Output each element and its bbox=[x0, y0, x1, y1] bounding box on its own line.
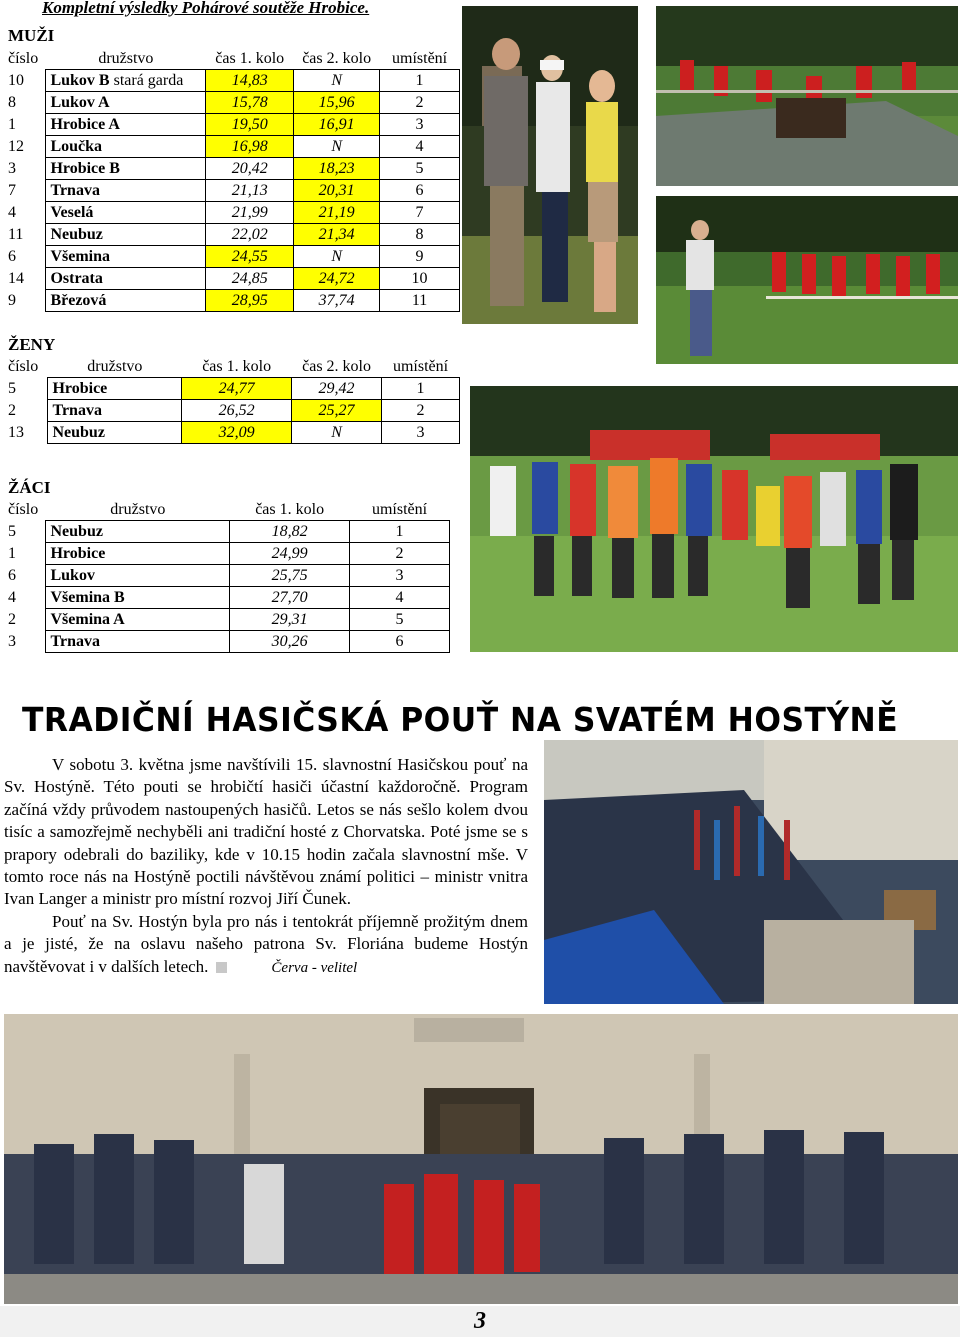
table-row bbox=[4, 70, 460, 92]
team-name bbox=[48, 400, 182, 422]
team-name-text: Hrobice bbox=[52, 379, 108, 397]
team-number: 10 bbox=[4, 70, 46, 92]
time-round-1: 24,77 bbox=[182, 378, 292, 400]
time-round-2: 25,27 bbox=[292, 400, 382, 422]
time-round-1: 25,75 bbox=[230, 565, 350, 587]
placement: 2 bbox=[380, 92, 460, 114]
table-row bbox=[4, 631, 450, 653]
team-name bbox=[46, 587, 230, 609]
team-number: 5 bbox=[4, 378, 48, 400]
team-name bbox=[46, 70, 206, 92]
column-header: čas 2. kolo bbox=[302, 357, 371, 375]
team-number: 4 bbox=[4, 587, 46, 609]
time-round-2: N bbox=[294, 246, 380, 268]
time-round-1: 24,85 bbox=[206, 268, 294, 290]
table-row bbox=[4, 114, 460, 136]
column-header: číslo bbox=[8, 357, 39, 375]
article-paragraph-2-text: Pouť na Sv. Hostýn byla pro nás i tentokrát příjemně prožitým dnem a je jisté, že na oslavu našeho patrona Sv. Floriána budeme Hostýn navštěvovat i v dalších letech. bbox=[4, 911, 528, 976]
column-header: umístění bbox=[392, 49, 448, 67]
team-name bbox=[46, 136, 206, 158]
table-row bbox=[4, 202, 460, 224]
time-round-1: 20,42 bbox=[206, 158, 294, 180]
time-round-1: 32,09 bbox=[182, 422, 292, 444]
placement: 6 bbox=[350, 631, 450, 653]
team-name bbox=[46, 290, 206, 312]
team-name bbox=[46, 521, 230, 543]
team-number: 4 bbox=[4, 202, 46, 224]
time-round-1: 28,95 bbox=[206, 290, 294, 312]
placement: 8 bbox=[380, 224, 460, 246]
team-number: 7 bbox=[4, 180, 46, 202]
team-name-text: Lukov B bbox=[50, 71, 110, 89]
team-name bbox=[46, 565, 230, 587]
table-row bbox=[4, 587, 450, 609]
team-name bbox=[46, 268, 206, 290]
time-round-2: N bbox=[292, 422, 382, 444]
time-round-1: 15,78 bbox=[206, 92, 294, 114]
team-name-text: Neubuz bbox=[52, 423, 105, 441]
team-name bbox=[46, 158, 206, 180]
table-row bbox=[4, 609, 450, 631]
time-round-1: 30,26 bbox=[230, 631, 350, 653]
time-round-1: 21,99 bbox=[206, 202, 294, 224]
placement: 6 bbox=[380, 180, 460, 202]
column-header: čas 1. kolo bbox=[202, 357, 272, 375]
team-number: 1 bbox=[4, 114, 46, 136]
placement: 1 bbox=[382, 378, 460, 400]
time-round-1: 22,02 bbox=[206, 224, 294, 246]
time-round-2: N bbox=[294, 136, 380, 158]
team-name bbox=[46, 246, 206, 268]
time-round-1: 24,99 bbox=[230, 543, 350, 565]
team-name-text: Trnava bbox=[50, 632, 100, 650]
time-round-2: 29,42 bbox=[292, 378, 382, 400]
photo-basilica-crowd bbox=[4, 1014, 958, 1304]
team-number: 6 bbox=[4, 246, 46, 268]
column-header: družstvo bbox=[98, 49, 154, 67]
team-name-text: Všemina bbox=[50, 247, 111, 265]
team-number: 9 bbox=[4, 290, 46, 312]
time-round-2: 21,19 bbox=[294, 202, 380, 224]
placement: 4 bbox=[350, 587, 450, 609]
team-number: 14 bbox=[4, 268, 46, 290]
time-round-1: 19,50 bbox=[206, 114, 294, 136]
table-row bbox=[4, 290, 460, 312]
team-name bbox=[48, 378, 182, 400]
team-name bbox=[46, 631, 230, 653]
column-header: číslo bbox=[8, 49, 39, 67]
photo-procession bbox=[544, 740, 958, 1004]
time-round-1: 14,83 bbox=[206, 70, 294, 92]
juniors-results-table bbox=[4, 499, 450, 653]
placement: 5 bbox=[350, 609, 450, 631]
team-name-text: Březová bbox=[50, 291, 107, 309]
placement: 3 bbox=[350, 565, 450, 587]
time-round-2: 18,23 bbox=[294, 158, 380, 180]
column-header: umístění bbox=[392, 357, 449, 375]
team-number: 12 bbox=[4, 136, 46, 158]
time-round-1: 27,70 bbox=[230, 587, 350, 609]
table-row bbox=[4, 543, 450, 565]
team-name-text: Všemina B bbox=[50, 588, 125, 606]
juniors-section-label: ŽÁCI bbox=[8, 478, 51, 497]
table-row bbox=[4, 224, 460, 246]
column-header: čas 1. kolo bbox=[255, 500, 325, 518]
placement: 11 bbox=[380, 290, 460, 312]
page-title: Kompletní výsledky Pohárové soutěže Hrobice. bbox=[42, 0, 370, 17]
team-number: 5 bbox=[4, 521, 46, 543]
placement: 4 bbox=[380, 136, 460, 158]
time-round-1: 24,55 bbox=[206, 246, 294, 268]
team-name bbox=[46, 202, 206, 224]
column-header: družstvo bbox=[110, 500, 166, 518]
article-headline: TRADIČNÍ HASIČSKÁ POUŤ NA SVATÉM HOSTÝNĚ bbox=[22, 700, 899, 739]
time-round-2: 15,96 bbox=[294, 92, 380, 114]
team-name bbox=[46, 224, 206, 246]
placement: 2 bbox=[350, 543, 450, 565]
team-number: 2 bbox=[4, 400, 48, 422]
photo-youth-teams bbox=[470, 386, 958, 652]
table-row bbox=[4, 92, 460, 114]
time-round-1: 29,31 bbox=[230, 609, 350, 631]
team-number: 3 bbox=[4, 631, 46, 653]
article-signature: Červa - velitel bbox=[271, 959, 358, 976]
table-row bbox=[4, 521, 450, 543]
table-row bbox=[4, 422, 460, 444]
team-number: 6 bbox=[4, 565, 46, 587]
team-number: 13 bbox=[4, 422, 48, 444]
team-name-text: Ostrata bbox=[50, 269, 103, 287]
placement: 5 bbox=[380, 158, 460, 180]
team-name-text: Trnava bbox=[52, 401, 102, 419]
team-name bbox=[46, 609, 230, 631]
photo-rope-pulling bbox=[656, 196, 958, 364]
table-row bbox=[4, 246, 460, 268]
men-results-table bbox=[4, 48, 460, 312]
team-number: 1 bbox=[4, 543, 46, 565]
column-header: čas 1. kolo bbox=[215, 49, 285, 67]
team-name-text: Lukov bbox=[50, 566, 95, 584]
team-name bbox=[46, 114, 206, 136]
team-number: 11 bbox=[4, 224, 46, 246]
placement: 1 bbox=[380, 70, 460, 92]
placement: 2 bbox=[382, 400, 460, 422]
team-name-text: Neubuz bbox=[50, 522, 103, 540]
time-round-2: 37,74 bbox=[294, 290, 380, 312]
end-mark-icon bbox=[216, 962, 227, 973]
table-row bbox=[4, 378, 460, 400]
team-number: 8 bbox=[4, 92, 46, 114]
table-row bbox=[4, 268, 460, 290]
team-name-text: Lukov A bbox=[50, 93, 110, 111]
placement: 1 bbox=[350, 521, 450, 543]
table-row bbox=[4, 158, 460, 180]
table-row bbox=[4, 400, 460, 422]
time-round-2: 21,34 bbox=[294, 224, 380, 246]
placement: 10 bbox=[380, 268, 460, 290]
photo-tug-of-war bbox=[656, 6, 958, 186]
photo-award-handshake bbox=[462, 6, 638, 324]
team-name-suffix: stará garda bbox=[109, 71, 184, 89]
time-round-1: 18,82 bbox=[230, 521, 350, 543]
placement: 3 bbox=[380, 114, 460, 136]
team-name-text: Neubuz bbox=[50, 225, 103, 243]
team-name-text: Hrobice A bbox=[50, 115, 120, 133]
column-header: čas 2. kolo bbox=[302, 49, 372, 67]
placement: 7 bbox=[380, 202, 460, 224]
time-round-1: 26,52 bbox=[182, 400, 292, 422]
column-header: číslo bbox=[8, 500, 39, 518]
team-name-text: Hrobice bbox=[50, 544, 106, 562]
team-name-text: Veselá bbox=[50, 203, 94, 221]
team-number: 2 bbox=[4, 609, 46, 631]
page-number: 3 bbox=[474, 1308, 486, 1334]
women-section-label: ŽENY bbox=[8, 335, 56, 354]
placement: 3 bbox=[382, 422, 460, 444]
team-name bbox=[48, 422, 182, 444]
time-round-2: 24,72 bbox=[294, 268, 380, 290]
table-row bbox=[4, 136, 460, 158]
team-name bbox=[46, 543, 230, 565]
column-header: družstvo bbox=[87, 357, 143, 375]
team-name-text: Loučka bbox=[50, 137, 103, 155]
column-header: umístění bbox=[371, 500, 428, 518]
table-row bbox=[4, 180, 460, 202]
time-round-2: N bbox=[294, 70, 380, 92]
table-header-row bbox=[4, 48, 460, 70]
women-results-table bbox=[4, 356, 460, 444]
men-section-label: MUŽI bbox=[8, 26, 55, 45]
team-name-text: Hrobice B bbox=[50, 159, 120, 177]
table-header-row bbox=[4, 499, 450, 521]
time-round-1: 21,13 bbox=[206, 180, 294, 202]
time-round-2: 20,31 bbox=[294, 180, 380, 202]
article-paragraph-1: V sobotu 3. května jsme navštívili 15. slavnostní Hasičskou pouť na Sv. Hostýně. Této pouti se hrobičtí hasiči účastní každoročně. Program začíná vždy průvodem nastoupených hasičů. Letos se nás sešlo kolem dvou tisíc a samozřejmě nechyběli ani tradiční hosté z Chorvatska. Poté jsme se s prapory odebrali do baziliky, kde v 10.15 hodin začala slavnostní mše. V tomto roce nás na Hostýně poctili návštěvou známí politici – ministr vnitra Ivan Langer a ministr pro místní rozvoj Jiří Čunek. bbox=[4, 755, 528, 909]
table-header-row bbox=[4, 356, 460, 378]
team-number: 3 bbox=[4, 158, 46, 180]
team-name-text: Všemina A bbox=[50, 610, 125, 628]
team-name bbox=[46, 180, 206, 202]
article-paragraph-2 bbox=[4, 911, 528, 979]
table-row bbox=[4, 565, 450, 587]
time-round-1: 16,98 bbox=[206, 136, 294, 158]
team-name-text: Trnava bbox=[50, 181, 100, 199]
team-name bbox=[46, 92, 206, 114]
article-body bbox=[4, 754, 528, 979]
time-round-2: 16,91 bbox=[294, 114, 380, 136]
placement: 9 bbox=[380, 246, 460, 268]
